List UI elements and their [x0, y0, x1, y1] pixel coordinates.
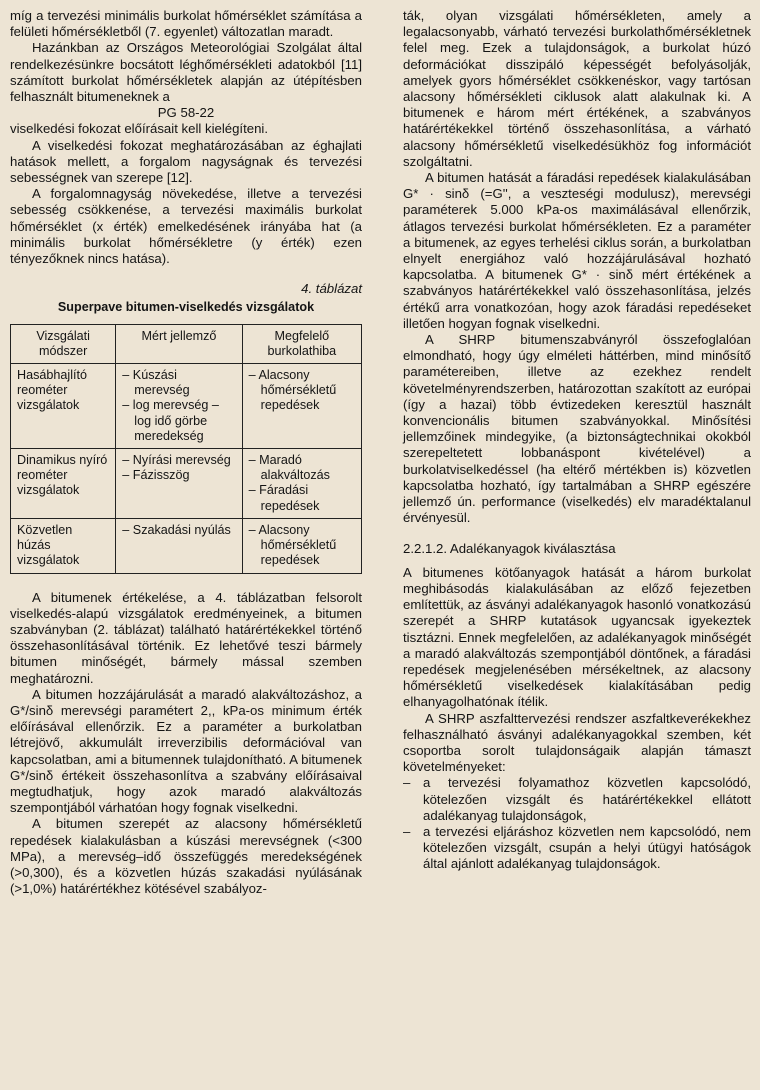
paragraph: viselkedési fokozat előírásait kell kielégíteni.: [10, 121, 269, 137]
table-cell-method: Hasábhajlító reométer vizsgálatok: [11, 364, 116, 449]
paragraph: A SHRP bitumenszabványról összefoglalóan elmondható, hogy úgy elméleti háttérben, mind minősítő paramétereiben, illetve az ezekhez rendelt követelményrendszerben, határozottan szakított az európai (így a hazai) több évtizedeken keresztül használt konvencionális bitumen szabványokkal. Minősítési jellemzőinek mindegyike, (a biztonságtechnikai okokból szerepeltetett lobbanáspont kivételével) a burkolatviselkedéssel (ha eltérő mértékben is) közvetlen kapcsolatba hozható, így tartalmában a SHRP egészére jellemző ún. performance (viselkedés) elv maradéktalanul érvényesül.: [403, 332, 751, 526]
paragraph: A bitumenek értékelése, a 4. táblázatban felsorolt viselkedés-alapú vizsgálatok eredményeinek, a bitumen szabványban (2. táblázat) található határértékekkel történő összehasonlításával történik. Ez lehetővé teszi bármely bitumen minőségét, bármely mással szemben meghatározni.: [10, 589, 362, 686]
requirement-list: [403, 775, 751, 872]
table-header: Mért jellemző: [116, 324, 242, 363]
table-cell-defect: [242, 364, 361, 449]
table-cell-defect: [242, 449, 361, 519]
right-column: [403, 8, 751, 873]
table-header: Megfelelő burkolathiba: [242, 324, 361, 363]
left-column: [10, 8, 362, 897]
table-cell-defect: [242, 518, 361, 573]
table-number: 4. táblázat: [301, 281, 362, 297]
table-cell-measured: [116, 364, 242, 449]
paragraph: A forgalomnagyság növekedése, illetve a tervezési sebesség csökkenése, a tervezési maximális burkolat hőmérséklet (x érték) emelkedésének irányába hat (a minimális burkolat hőmérsékletre (y érték) ezen tényezőknek nincs hatása).: [10, 186, 362, 267]
cell-item: – Alacsony hőmérsékletű repedések: [248, 522, 337, 568]
table-cell-method: Közvetlen húzás vizsgálatok: [11, 518, 116, 573]
paragraph: A bitumen hozzájárulását a maradó alakváltozáshoz, a G*/sinδ merevségi paramétert 2,, kPa-os minimum érték előírásával ellenőrzik. Ez a paraméter a burkolatban létrejövő, akkumulált irreverzibilis deformációval van kapcsolatban, ami a bitumennek tulajdonítható. A bitumenek G*/sinδ értékeit összehasonlítva a szabvány előírásaival megtudhatjuk, hogy azok maradó alakváltozás szempontjából várhatóan hogy fognak viselkedni.: [10, 686, 362, 816]
grade-label: PG 58-22: [157, 105, 215, 121]
list-item: – a tervezési eljáráshoz közvetlen nem kapcsolódó, nem kötelezően vizsgált, csupán a helyi útügyi hatóságok által ajánlott adalékanyag tulajdonságok.: [403, 824, 751, 873]
table-cell-measured: [116, 518, 242, 573]
cell-item: – Alacsony hőmérsékletű repedések: [248, 368, 337, 413]
table-cell-method: Dinamikus nyíró reométer vizsgálatok: [11, 449, 116, 519]
table-header-row: [11, 324, 362, 363]
table-title: Superpave bitumen-viselkedés vizsgálatok: [57, 300, 315, 315]
cell-item: – Fáradási repedések: [248, 483, 320, 513]
cell-item: – Nyírási merevség: [122, 453, 231, 468]
section-heading: 2.2.1.2. Adalékanyagok kiválasztása: [403, 540, 616, 556]
paragraph: ták, olyan vizsgálati hőmérsékleten, amely a legalacsonyabb, várható tervezési burkolathőmérsékletnek felel meg. Ezek a tulajdonságok, a burkolat húzó deformációkat disszipáló képességét befolyásolják, amelyek gyors hőmérséklet csökkenéskor, vagy tartósan alacsony hőmérsékleti ciklusok alatt alakulnak ki. A bitumenek e három mért értékének, a szabványos határértékekkel történő összehasonlítása, a várható alacsony hőmérsékletű viselkedésükhöz fog információt szolgáltatni.: [403, 8, 751, 169]
cell-item: – Maradó alakváltozás: [248, 453, 330, 483]
cell-item: – Fázisszög: [122, 468, 190, 483]
paragraph: A bitumen szerepét az alacsony hőmérsékletű repedések kialakulásban a kúszási merevségnek (<300 MPa), a merevség–idő összefüggés meredekségének (>0,300), és a közvetlen húzás szakadási nyúlásának (>1,0%) határértékhez kötésével szabályoz-: [10, 816, 362, 897]
paragraph: Hazánkban az Országos Meteorológiai Szolgálat által rendelkezésünkre bocsátott léghőmérsékleti adatokból [11] számított burkolat hőmérsékletek alapján az útépítésben felhasznált bitumeneknek a: [10, 40, 362, 105]
table-header: Vizsgálati módszer: [11, 324, 116, 363]
table-row: [11, 364, 362, 449]
cell-item: – Kúszási merevség: [122, 368, 190, 398]
list-item: – a tervezési folyamathoz közvetlen kapcsolódó, kötelezően vizsgált és határértékekkel ellátott adalékanyag tulajdonságok,: [403, 775, 751, 824]
paragraph: A bitumen hatását a fáradási repedések kialakulásában G* · sinδ (=G'', a veszteségi modulusz), merevségi paraméterek 5.000 kPa-os maximálásával ellenőrzik, átlagos tervezési burkolat hőmérsékleten. Ez a paraméter a bitumenek, az egyes terhelési ciklus során, a burkolatban elnyelt energiához való hozzájárulásával hozható kapcsolatba. A bitumenek G* · sinδ mért értékének a szabványos határértékekkel való összehasonlítása, jelzés értékű arra vonatkozóan, hogy azok fáradási repedéseket illetően hogyan fognak viselkedni.: [403, 170, 751, 331]
paragraph: A viselkedési fokozat meghatározásában az éghajlati hatások mellett, a forgalom nagyságnak és tervezési sebességnek van szerepe [12].: [10, 137, 362, 186]
table-row: [11, 449, 362, 519]
cell-item: – Szakadási nyúlás: [122, 522, 231, 537]
superpave-table: [10, 324, 362, 574]
cell-item: – log merevség –log idő görbe meredekség: [122, 398, 219, 443]
table-row: [11, 518, 362, 573]
paragraph: A SHRP aszfalttervezési rendszer aszfaltkeverékekhez felhasználható ásványi adalékanyagokkal szemben, két csoportba sorolt tulajdonságaik alapján támaszt követelményeket:: [403, 710, 751, 775]
paragraph: A bitumenes kötőanyagok hatását a három burkolat meghibásodás kialakulásában az előző fejezetben említettük, az ásványi adalékanyagok hasonló vonatkozású szerepét a SHRP kutatások ugyancsak igyekeztek tisztázni. Ennek megfelelően, az adalékanyagok minőségét a maradó alakváltozás szempontjából döntőnek, a fáradási repedések megjelenésében mérsékeltnek, az alacsony hőmérsékletű viselkedések kialakításában pedig elhanyagolhatónak ítélik.: [403, 564, 751, 710]
paragraph: míg a tervezési minimális burkolat hőmérséklet számítása a felületi hőmérsékletből (7. egyenlet) változatlan maradt.: [10, 8, 362, 40]
table-cell-measured: [116, 449, 242, 519]
